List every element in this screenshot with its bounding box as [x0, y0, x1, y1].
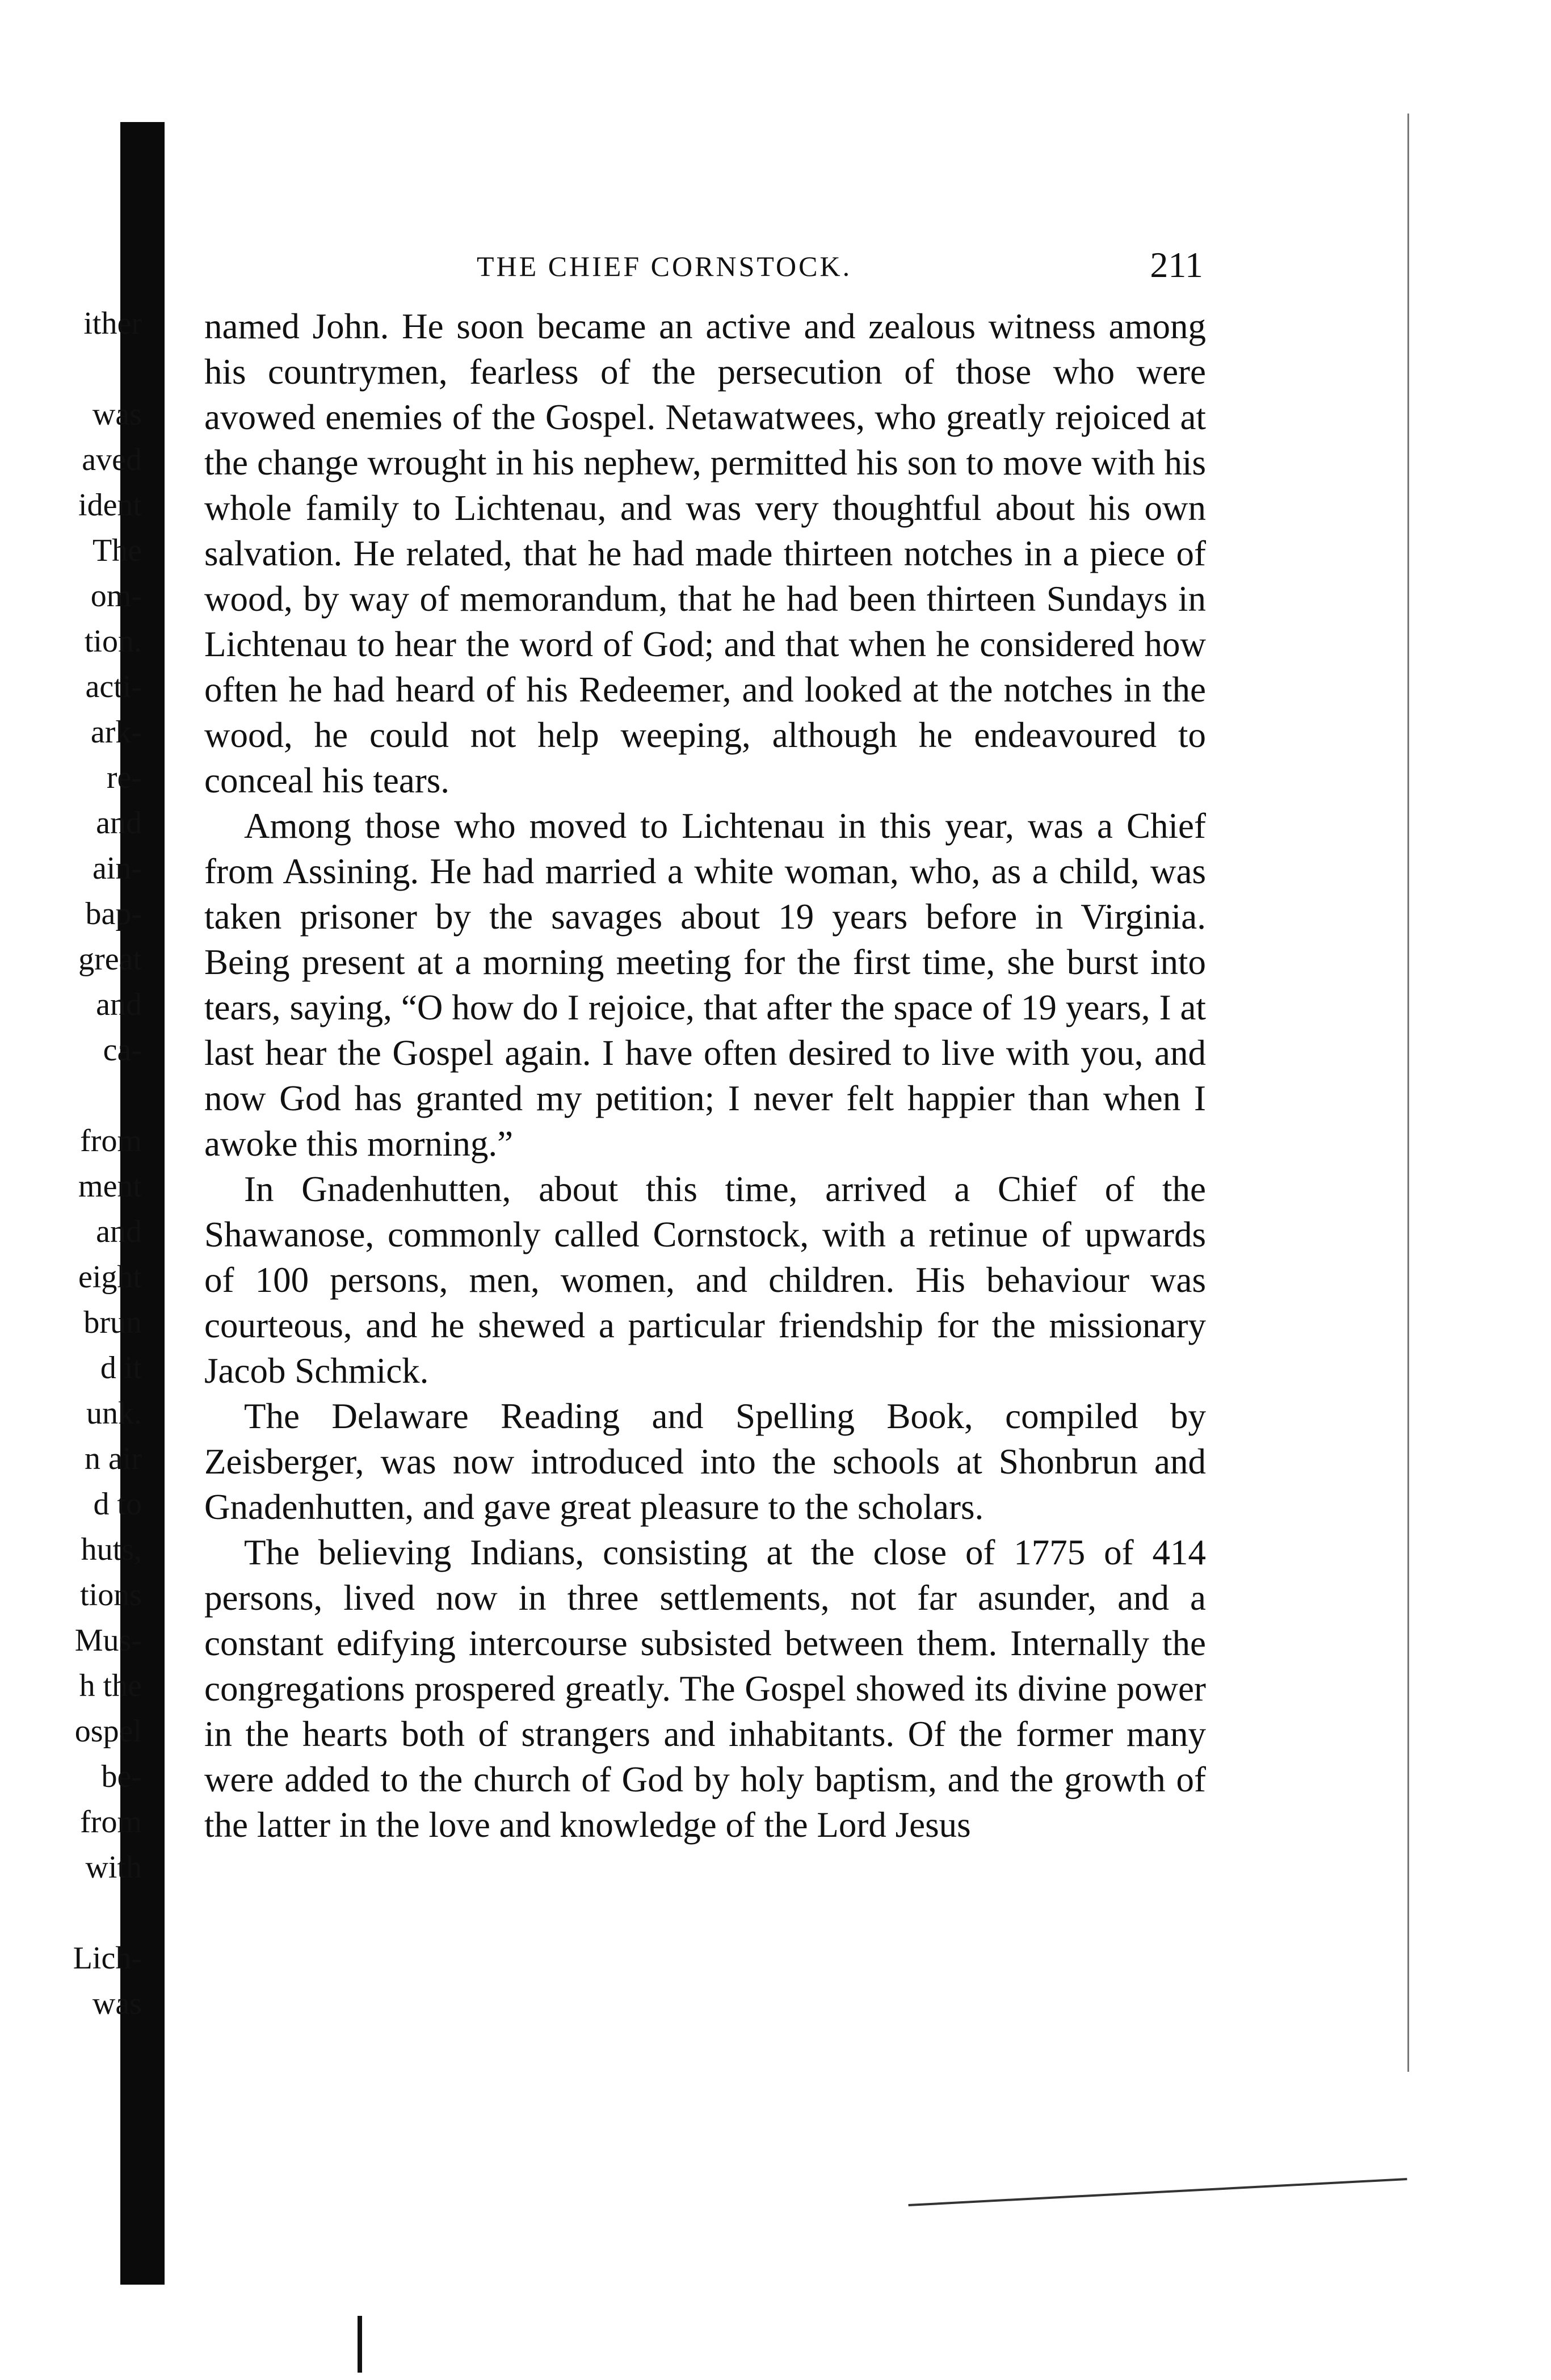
facing-page-line: The — [92, 533, 142, 568]
facing-page-line: Lich- — [73, 1941, 142, 1976]
facing-page-line: brun — [83, 1305, 142, 1340]
page-header — [227, 244, 1203, 301]
body-text — [204, 304, 1206, 1848]
facing-page-line: from — [80, 1804, 142, 1840]
facing-page-line: d to — [93, 1487, 142, 1522]
facing-page-line: huts, — [81, 1532, 142, 1567]
facing-page-fragment — [0, 301, 142, 2026]
facing-page-line: ither — [83, 306, 142, 341]
facing-page-line: tions — [80, 1577, 142, 1613]
scan-artifact-mark — [358, 2316, 362, 2373]
facing-page-line: and — [96, 1214, 142, 1249]
paragraph: The believing Indians, consisting at the close of 1775 of 414 persons, lived now in three settlements, not far asunder, and a constant edifying intercourse subsisted between them. Internally the congregations prospered greatly. The Gospel showed its divine power in the hearts both of strangers and inhabitants. Of the former many were added to the church of God by holy baptism, and the growth of the latter in the love and knowledge of the Lord Jesus — [204, 1533, 1206, 1845]
facing-page-line: unk. — [86, 1396, 142, 1431]
facing-page-line: om- — [90, 578, 142, 614]
facing-page-line: be- — [101, 1759, 142, 1794]
facing-page-line: tion. — [84, 624, 142, 659]
facing-page-line: great — [78, 942, 142, 977]
facing-page-line: ain- — [92, 851, 142, 886]
facing-page-line — [0, 1073, 142, 1118]
facing-page-line: re- — [106, 760, 142, 795]
facing-page-line: ment — [78, 1169, 142, 1204]
facing-page-line — [0, 1890, 142, 1936]
paragraph: In Gnadenhutten, about this time, arrived a Chief of the Shawanose, commonly called Cornstock, with a retinue of upwards of 100 persons, men, women, and children. His behaviour was courteous, and he shewed a particular friendship for the missionary Jacob Schmick. — [204, 1169, 1206, 1391]
facing-page-line: with — [85, 1850, 142, 1885]
paragraph: named John. He soon became an active and zealous witness among his countrymen, fearless of the persecution of those who were avowed enemies of the Gospel. Netawatwees, who greatly rejoiced at the change wrought in his nephew, permitted his son to move with his whole family to Lichtenau, and was very thoughtful about his own salvation. He related, that he had made thirteen notches in a piece of wood, by way of memorandum, that he had been thirteen Sundays in Lichtenau to hear the word of God; and that when he considered how often he had heard of his Redeemer, and looked at the notches in the wood, he could not help weeping, although he endeavoured to conceal his tears. — [204, 307, 1206, 800]
facing-page-line — [0, 346, 142, 392]
facing-page-line: was — [92, 1986, 142, 2021]
running-title: THE CHIEF CORNSTOCK. — [477, 250, 852, 282]
facing-page-line: and — [96, 805, 142, 841]
facing-page-line: eight — [78, 1260, 142, 1295]
facing-page-line: and — [96, 987, 142, 1022]
facing-page-line: ark- — [90, 715, 142, 750]
facing-page-line: h the — [79, 1668, 142, 1703]
facing-page-line: was — [92, 397, 142, 432]
page-edge — [1407, 114, 1416, 2072]
facing-page-line: Mus- — [74, 1623, 142, 1658]
facing-page-line: from — [80, 1123, 142, 1158]
facing-page-line: ospel — [74, 1714, 142, 1749]
page-number: 211 — [1150, 245, 1203, 285]
scan-artifact-line — [908, 2178, 1407, 2206]
facing-page-line: bap- — [85, 896, 142, 931]
facing-page-line: ident — [78, 488, 142, 523]
facing-page-line: ca- — [103, 1032, 142, 1068]
facing-page-line: n air — [84, 1441, 142, 1476]
facing-page-line: d it — [100, 1350, 142, 1386]
paragraph: The Delaware Reading and Spelling Book, compiled by Zeisberger, was now introduced into the schools at Shonbrun and Gnadenhutten, and gave great pleasure to the scholars. — [204, 1396, 1206, 1527]
paragraph: Among those who moved to Lichtenau in this year, was a Chief from Assining. He had married a white woman, who, as a child, was taken prisoner by the savages about 19 years before in Virginia. Being present at a morning meeting for the first time, she burst into tears, saying, “O how do I rejoice, that after the space of 19 years, I at last hear the Gospel again. I have often desired to live with you, and now God has granted my petition; I never felt happier than when I awoke this morning.” — [204, 806, 1206, 1164]
facing-page-line: acti- — [85, 669, 142, 704]
facing-page-line: aved — [82, 442, 142, 477]
